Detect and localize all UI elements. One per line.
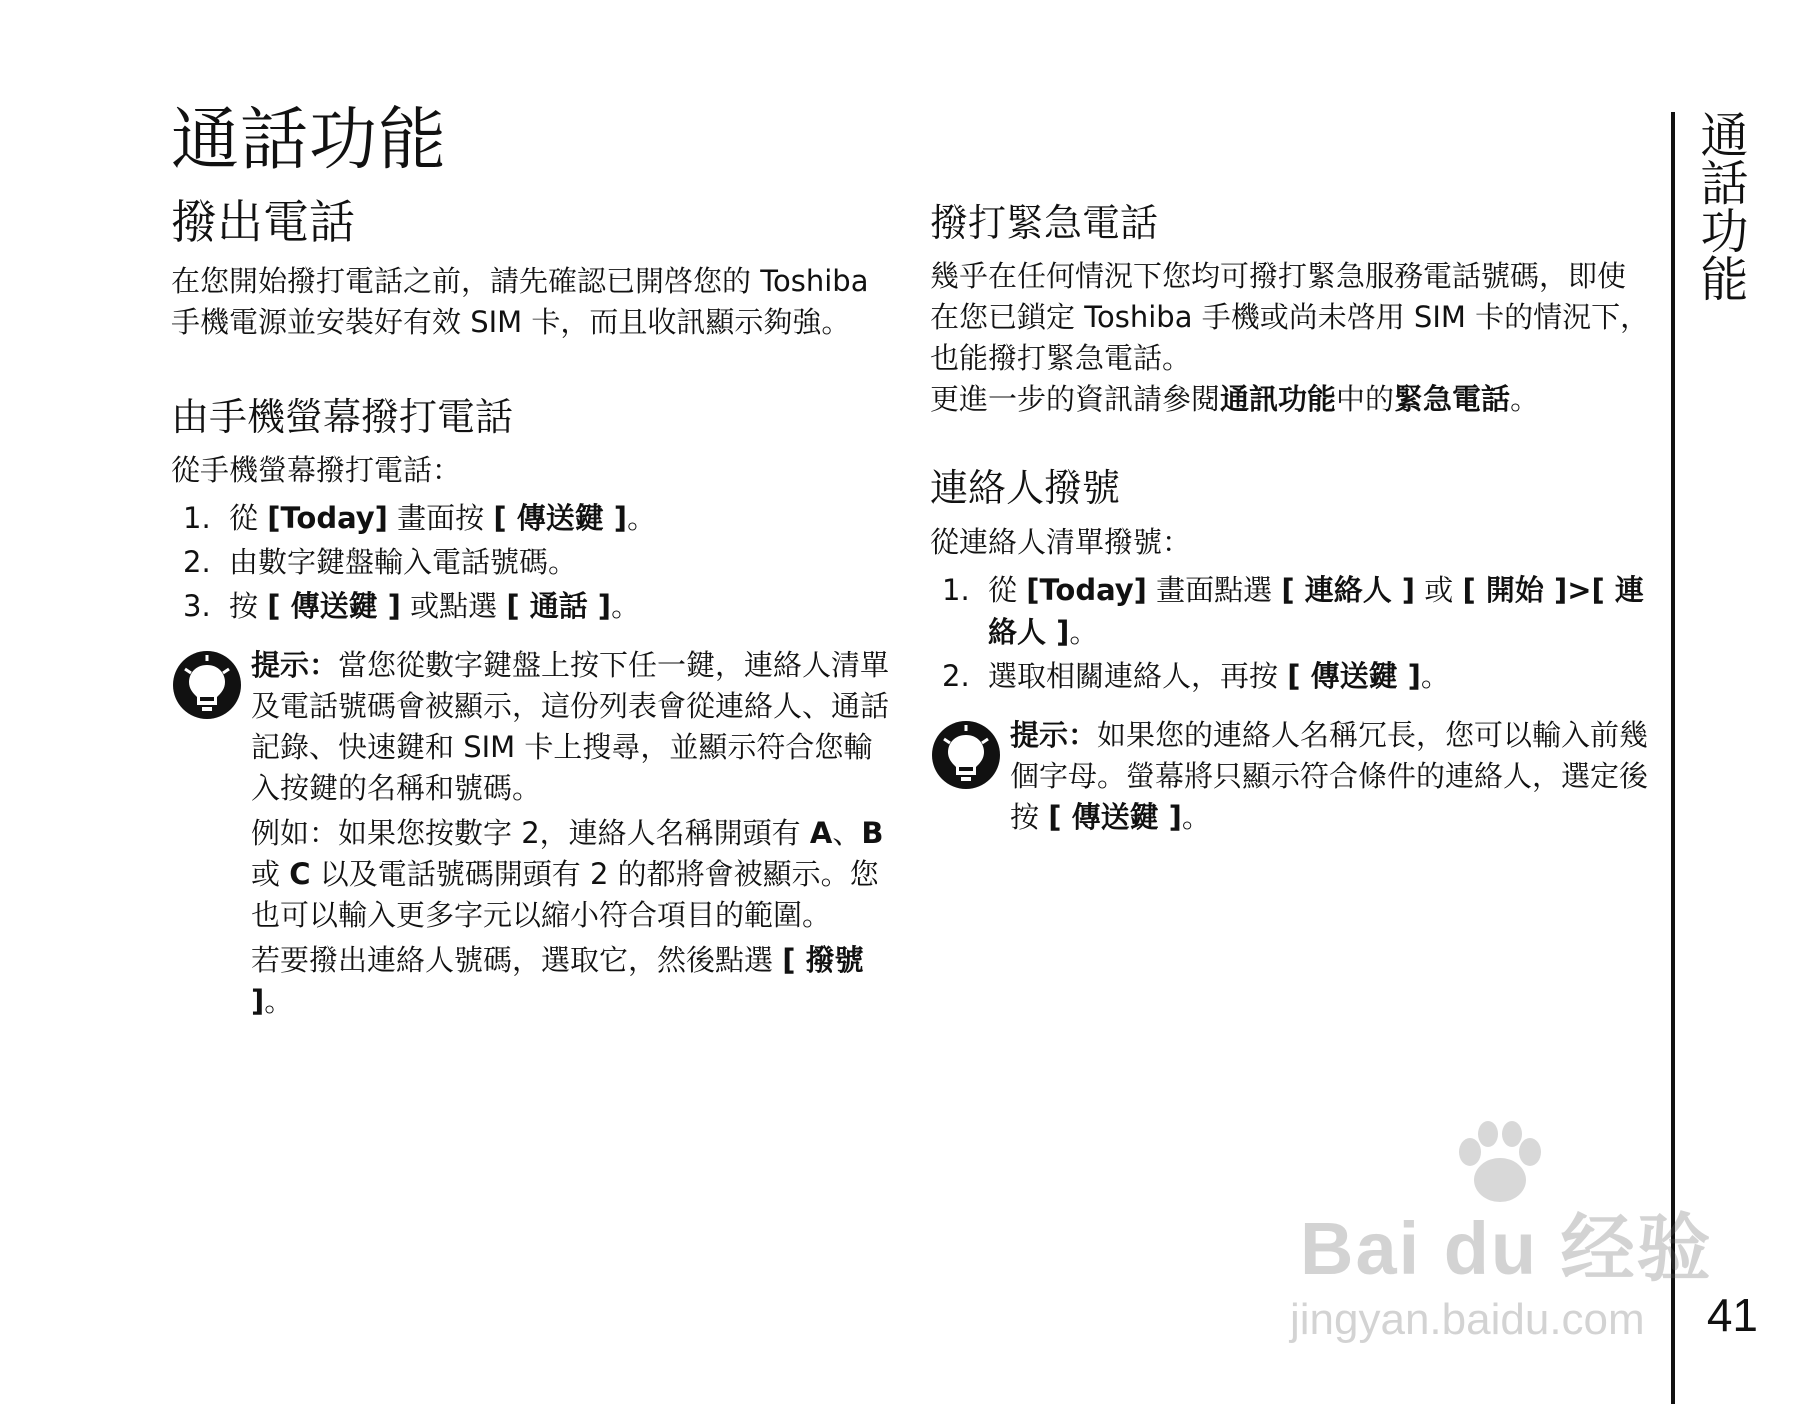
page-title: 通話功能 — [171, 101, 448, 180]
emergency-more-info: 更進一步的資訊請參閱通訊功能中的緊急電話。 — [930, 382, 1540, 417]
contacts-steps — [930, 569, 1650, 697]
lightbulb-icon — [930, 715, 1010, 838]
tip-paragraph: 例如：如果您按數字 2，連絡人名稱開頭有 A、B 或 C 以及電話號碼開頭有 2 的都將會被顯示。您也可以輸入更多字元以縮小符合項目的範圍。 — [251, 816, 884, 933]
lightbulb-icon — [171, 645, 251, 1022]
list-item: 2. 由數字鍵盤輸入電話號碼。 — [183, 545, 578, 580]
screen-dial-lead: 從手機螢幕撥打電話： — [171, 453, 462, 488]
tip-paragraph: 提示：當您從數字鍵盤上按下任一鍵，連絡人清單及電話號碼會被顯示，這份列表會從連絡人、通話記錄、快速鍵和 SIM 卡上搜尋，並顯示符合您輸入按鍵的名稱和號碼。 — [251, 648, 890, 806]
list-item: 3. 按 [ 傳送鍵 ] 或點選 [ 通話 ]。 — [183, 589, 641, 624]
watermark-url: jingyan.baidu.com — [1290, 1295, 1645, 1344]
list-item: 1. 從 [Today] 畫面點選 [ 連絡人 ] 或 [ 開始 ]>[ 連絡人 ]。 — [942, 572, 1644, 649]
watermark-logo-text: Bai du 经验 — [1300, 1207, 1713, 1290]
section-heading-dial: 撥出電話 — [171, 195, 355, 249]
contacts-lead: 從連絡人清單撥號： — [930, 524, 1192, 559]
page-number: 41 — [1706, 1289, 1758, 1341]
tip-box-left — [171, 645, 891, 1022]
side-chapter-title: 通話功能 — [1692, 110, 1748, 302]
section-heading-screen-dial: 由手機螢幕撥打電話 — [171, 394, 514, 439]
screen-dial-steps — [171, 497, 891, 627]
left-column — [171, 193, 891, 1022]
section-heading-emergency: 撥打緊急電話 — [930, 201, 1159, 245]
dial-intro: 在您開始撥打電話之前，請先確認已開啓您的 Toshiba 手機電源並安裝好有效 SIM 卡，而且收訊顯示夠強。 — [171, 263, 869, 339]
right-column — [930, 193, 1650, 838]
tip-box-right — [930, 715, 1650, 838]
list-item: 2. 選取相關連絡人，再按 [ 傳送鍵 ]。 — [942, 658, 1450, 693]
section-heading-contacts: 連絡人撥號 — [930, 466, 1121, 511]
emergency-text: 幾乎在任何情況下您均可撥打緊急服務電話號碼，即使在您已鎖定 Toshiba 手機或尚未啓用 SIM 卡的情況下，也能撥打緊急電話。 — [930, 259, 1650, 376]
tip-paragraph: 若要撥出連絡人號碼，選取它，然後點選 [ 撥號 ]。 — [251, 943, 864, 1019]
watermark-logo — [1290, 1130, 1720, 1344]
tip-paragraph: 提示：如果您的連絡人名稱冗長，您可以輸入前幾個字母。螢幕將只顯示符合條件的連絡人，選定後按 [ 傳送鍵 ]。 — [1010, 717, 1649, 834]
list-item: 1. 從 [Today] 畫面按 [ 傳送鍵 ]。 — [183, 501, 657, 536]
